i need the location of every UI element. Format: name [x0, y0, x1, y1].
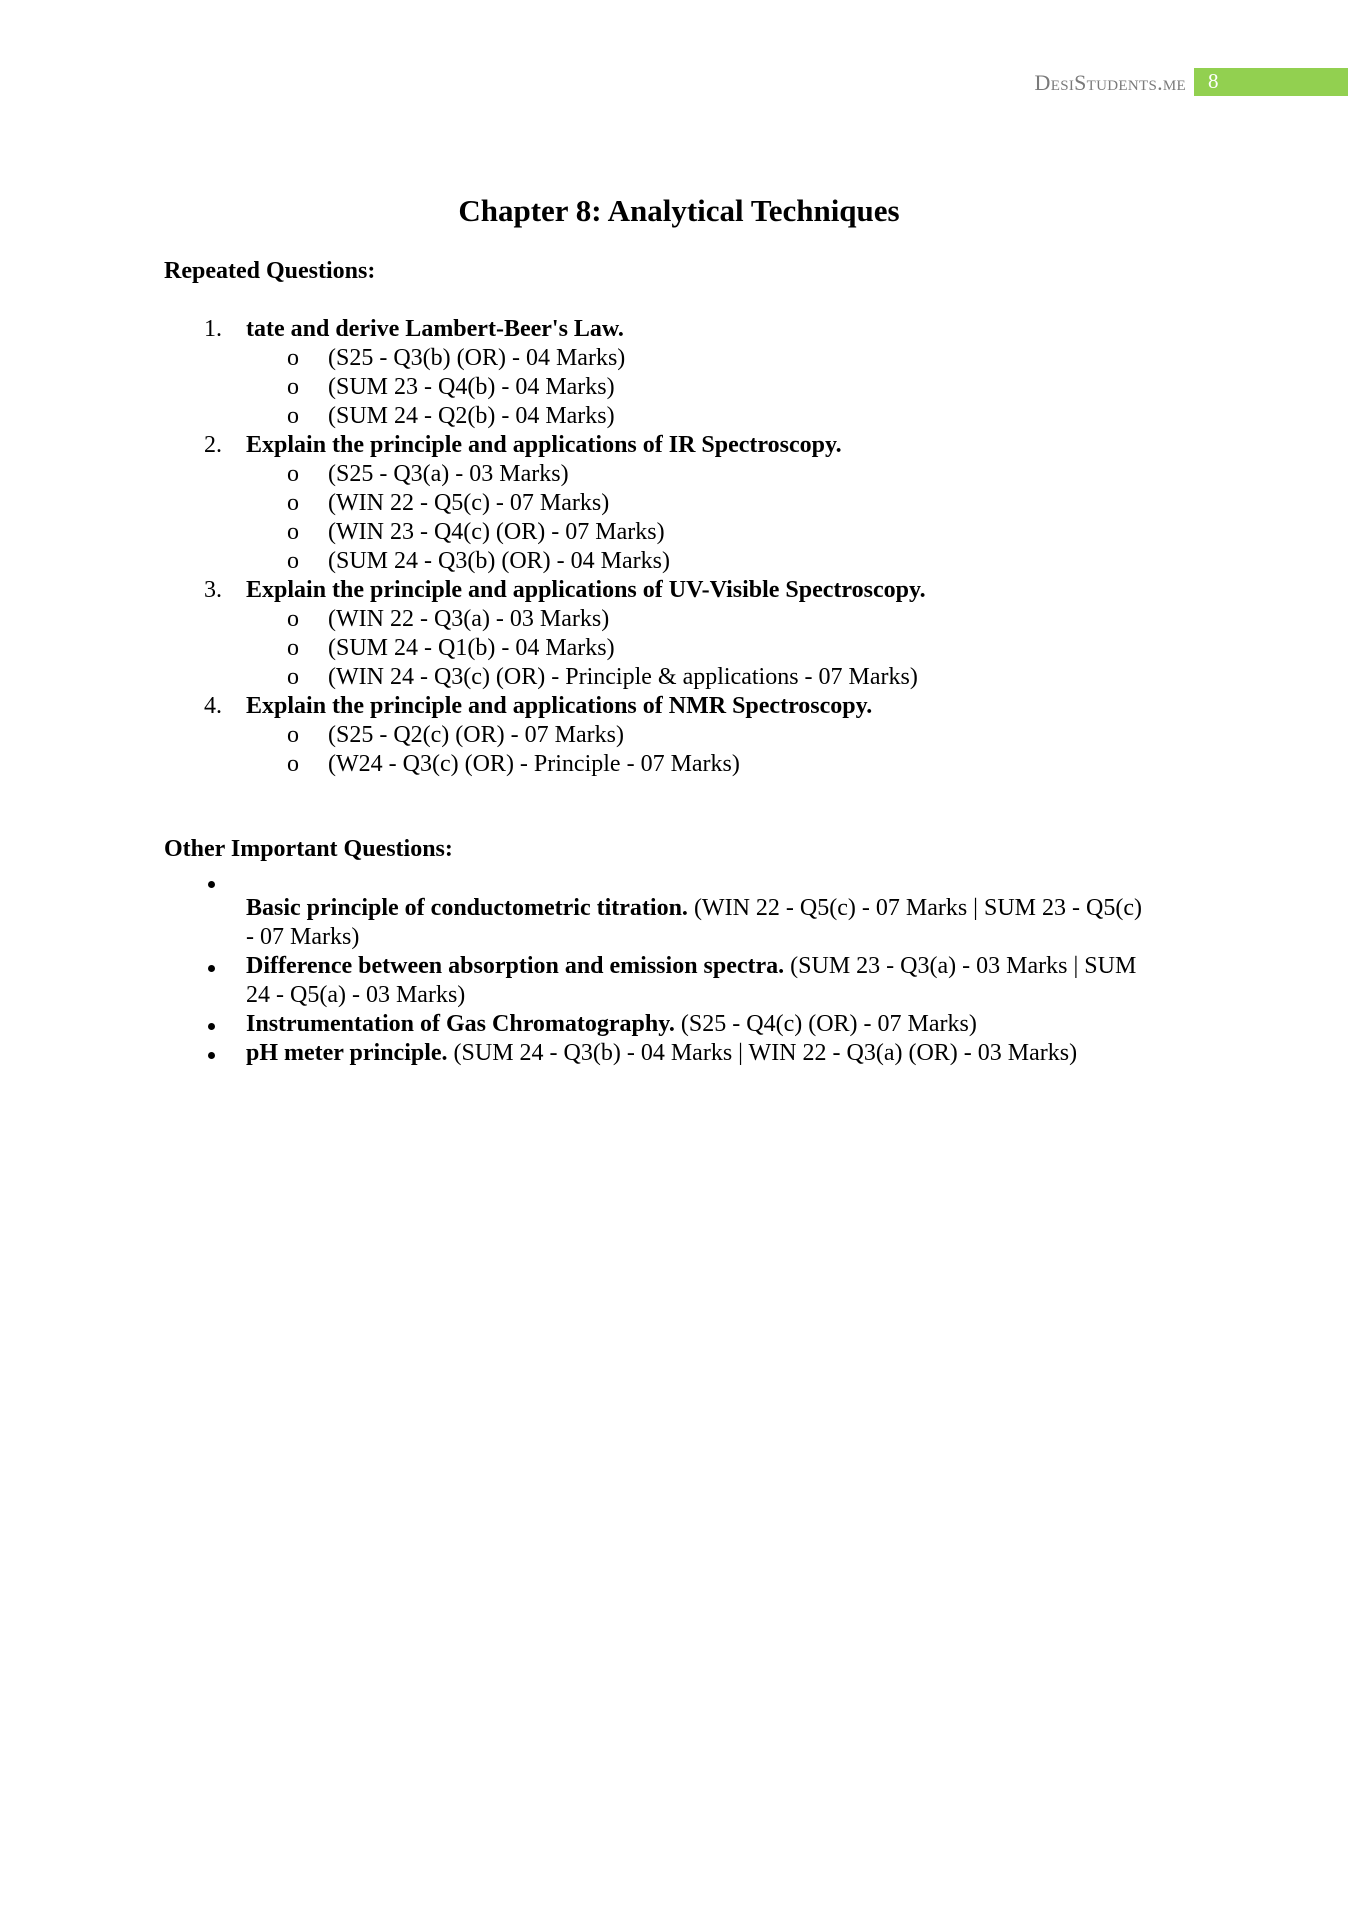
question-text: Explain the principle and applications of UV-Visible Spectroscopy. — [246, 577, 926, 603]
exam-reference: (SUM 23 - Q4(b) - 04 Marks) — [328, 374, 615, 400]
exam-reference: (SUM 24 - Q3(b) - 04 Marks | WIN 22 - Q3(a) (OR) - 03 Marks) — [447, 1040, 1078, 1066]
list-item — [246, 952, 1136, 981]
question-title: Instrumentation of Gas Chromatography. — [246, 1011, 675, 1037]
exam-reference: (S25 - Q3(b) (OR) - 04 Marks) — [328, 345, 626, 371]
question-text: Explain the principle and applications of NMR Spectroscopy. — [246, 693, 873, 719]
bullet-icon — [208, 1052, 215, 1059]
sub-bullet-icon: o — [287, 490, 299, 516]
question-text: tate and derive Lambert-Beer's Law. — [246, 316, 624, 342]
exam-reference: (SUM 23 - Q3(a) - 03 Marks | SUM — [784, 953, 1137, 979]
exam-reference-continued: - 07 Marks) — [246, 924, 360, 950]
exam-reference: (W24 - Q3(c) (OR) - Principle - 07 Marks) — [328, 751, 740, 777]
exam-reference: (SUM 24 - Q1(b) - 04 Marks) — [328, 635, 615, 661]
list-item — [246, 894, 1142, 923]
other-questions-heading: Other Important Questions: — [164, 836, 453, 862]
sub-bullet-icon: o — [287, 722, 299, 748]
site-brand: DesiStudents.me — [1034, 70, 1186, 95]
sub-bullet-icon: o — [287, 374, 299, 400]
question-number: 2. — [204, 432, 222, 458]
exam-reference: (WIN 22 - Q3(a) - 03 Marks) — [328, 606, 610, 632]
bullet-icon — [208, 881, 215, 888]
page-number: 8 — [1208, 69, 1219, 93]
sub-bullet-icon: o — [287, 345, 299, 371]
exam-reference: (WIN 24 - Q3(c) (OR) - Principle & applications - 07 Marks) — [328, 664, 918, 690]
exam-reference: (S25 - Q4(c) (OR) - 07 Marks) — [674, 1011, 977, 1037]
sub-bullet-icon: o — [287, 548, 299, 574]
exam-reference: (WIN 23 - Q4(c) (OR) - 07 Marks) — [328, 519, 665, 545]
exam-reference-continued: 24 - Q5(a) - 03 Marks) — [246, 982, 466, 1008]
exam-reference: (SUM 24 - Q3(b) (OR) - 04 Marks) — [328, 548, 670, 574]
sub-bullet-icon: o — [287, 403, 299, 429]
bullet-icon — [208, 965, 215, 972]
question-title: Basic principle of conductometric titration. — [246, 895, 688, 921]
list-item — [246, 1010, 977, 1039]
sub-bullet-icon: o — [287, 519, 299, 545]
exam-reference: (WIN 22 - Q5(c) - 07 Marks) — [328, 490, 610, 516]
bullet-icon — [208, 1023, 215, 1030]
question-number: 1. — [204, 316, 222, 342]
exam-reference: (S25 - Q3(a) - 03 Marks) — [328, 461, 569, 487]
sub-bullet-icon: o — [287, 635, 299, 661]
question-text: Explain the principle and applications of IR Spectroscopy. — [246, 432, 842, 458]
page-header — [0, 68, 1358, 98]
sub-bullet-icon: o — [287, 606, 299, 632]
list-item — [246, 1039, 1077, 1068]
question-number: 3. — [204, 577, 222, 603]
question-title: Difference between absorption and emission spectra. — [246, 953, 785, 979]
exam-reference: (WIN 22 - Q5(c) - 07 Marks | SUM 23 - Q5(c) — [687, 895, 1142, 921]
question-number: 4. — [204, 693, 222, 719]
sub-bullet-icon: o — [287, 664, 299, 690]
exam-reference: (SUM 24 - Q2(b) - 04 Marks) — [328, 403, 615, 429]
question-title: pH meter principle. — [246, 1040, 448, 1066]
chapter-title: Chapter 8: Analytical Techniques — [458, 193, 900, 228]
page-number-box — [1194, 68, 1348, 96]
sub-bullet-icon: o — [287, 461, 299, 487]
sub-bullet-icon: o — [287, 751, 299, 777]
repeated-questions-heading: Repeated Questions: — [164, 258, 376, 284]
exam-reference: (S25 - Q2(c) (OR) - 07 Marks) — [328, 722, 624, 748]
